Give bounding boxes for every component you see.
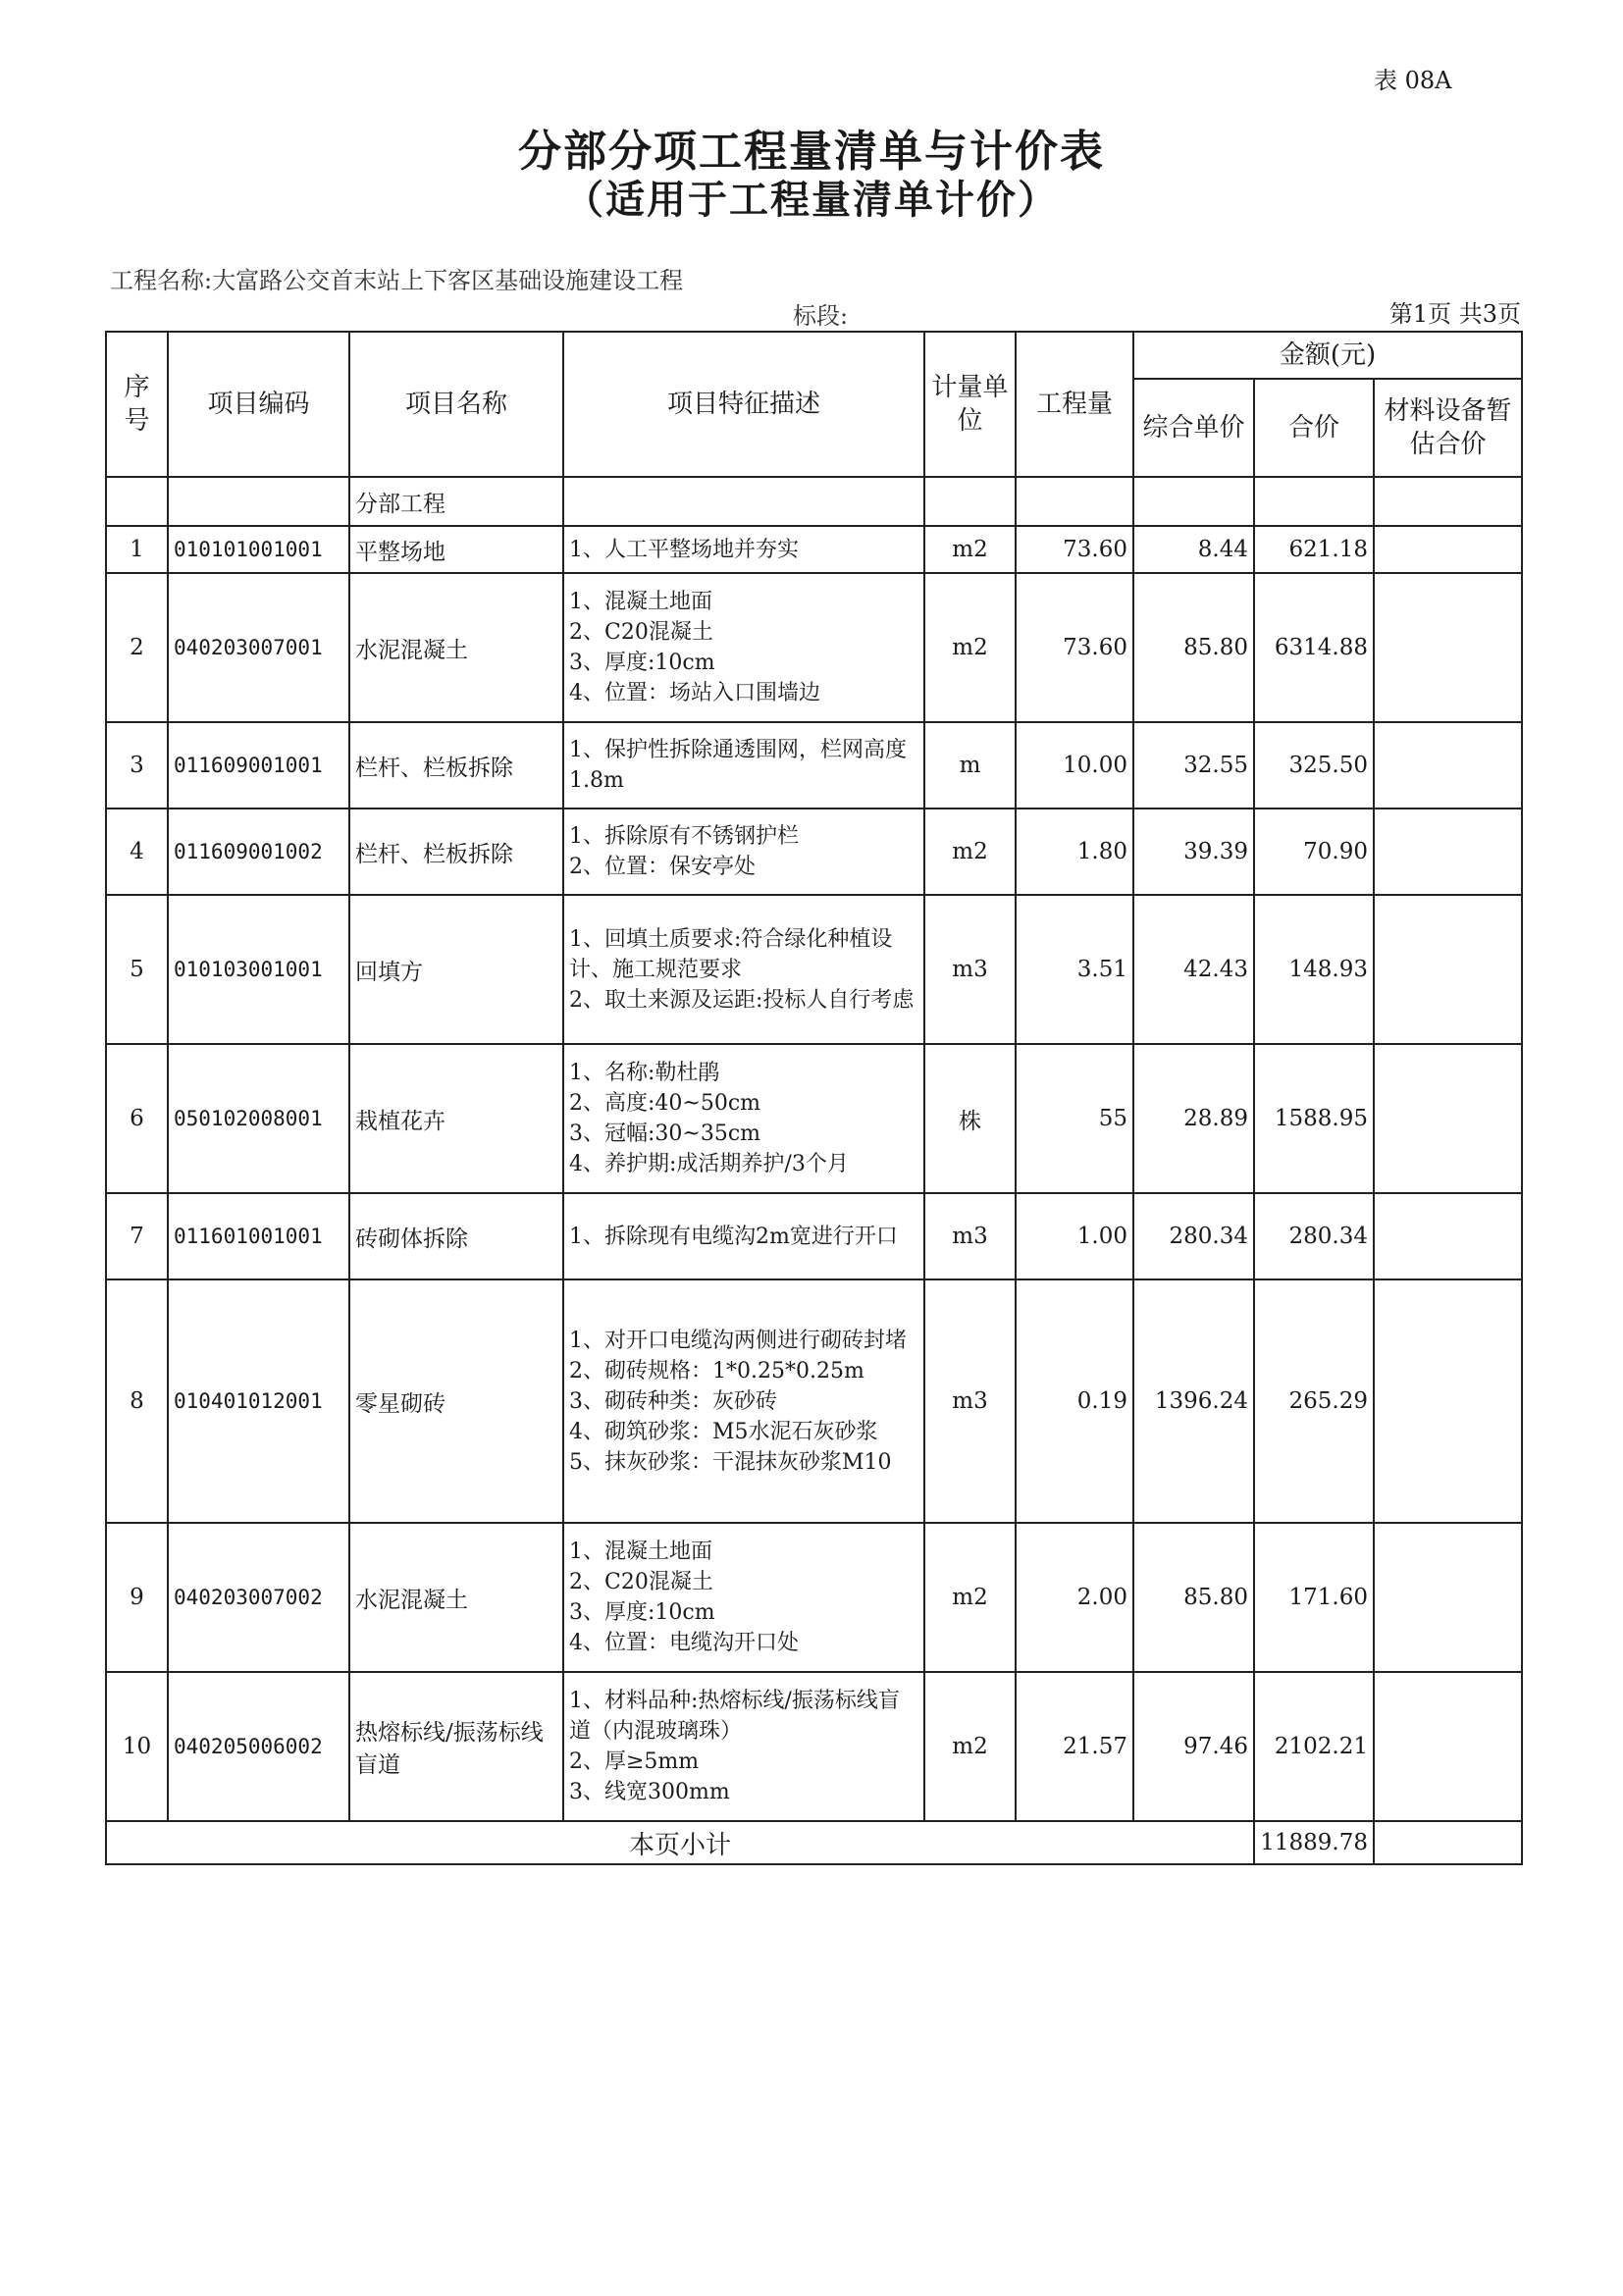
- row-desc-line: 4、养护期:成活期养护/3个月: [569, 1152, 849, 1176]
- row-unit: m3: [924, 895, 1016, 1044]
- row-desc-line: 1、对开口电缆沟两侧进行砌砖封堵: [569, 1328, 907, 1353]
- row-desc-line: 3、厚度:10cm: [569, 651, 715, 675]
- row-total-price: 148.93: [1254, 895, 1374, 1044]
- row-name: 砖砌体拆除: [349, 1193, 563, 1279]
- row-desc-line: 5、抹灰砂浆：干混抹灰砂浆M10: [569, 1449, 892, 1475]
- section-cell-empty: [106, 477, 168, 526]
- table-row: [106, 1672, 1522, 1821]
- section-cell-empty: [1133, 477, 1254, 526]
- row-desc-line: 2、位置：保安亭处: [569, 855, 756, 879]
- header-unit-price: 综合单价: [1133, 379, 1254, 477]
- page-title: 分部分项工程量清单与计价表: [518, 127, 1105, 177]
- row-total-price: 325.50: [1254, 722, 1374, 809]
- row-qty: 1.00: [1016, 1193, 1133, 1279]
- row-desc: [563, 895, 924, 1044]
- row-unit-price: 280.34: [1133, 1193, 1254, 1279]
- row-name: 平整场地: [349, 526, 563, 573]
- row-qty: 73.60: [1016, 573, 1133, 722]
- row-provisional: [1374, 1279, 1522, 1523]
- row-unit: m2: [924, 526, 1016, 573]
- row-desc-line: 1、材料品种:热熔标线/振荡标线盲道（内混玻璃珠）: [569, 1689, 900, 1744]
- header-unit: 计量单位: [924, 332, 1016, 477]
- row-desc-line: 3、线宽300mm: [569, 1780, 730, 1804]
- row-unit-price: 32.55: [1133, 722, 1254, 809]
- row-code: 040203007002: [168, 1523, 349, 1672]
- row-unit: m3: [924, 1193, 1016, 1279]
- row-name: 水泥混凝土: [349, 1523, 563, 1672]
- row-desc-line: 4、位置：场站入口围墙边: [569, 681, 820, 705]
- row-desc-line: 1、混凝土地面: [569, 590, 712, 614]
- row-desc-line: 2、C20混凝土: [569, 1570, 713, 1594]
- row-unit-price: 85.80: [1133, 1523, 1254, 1672]
- row-qty: 10.00: [1016, 722, 1133, 809]
- row-desc-line: 2、高度:40~50cm: [569, 1091, 761, 1116]
- row-code: 050102008001: [168, 1044, 349, 1193]
- section-cell-empty: [1374, 477, 1522, 526]
- section-cell-empty: [1254, 477, 1374, 526]
- header-desc: 项目特征描述: [563, 332, 924, 477]
- row-provisional: [1374, 722, 1522, 809]
- row-qty: 73.60: [1016, 526, 1133, 573]
- table-row: [106, 895, 1522, 1044]
- row-desc: [563, 1044, 924, 1193]
- row-unit-price: 8.44: [1133, 526, 1254, 573]
- table-row: [106, 722, 1522, 809]
- row-total-price: 70.90: [1254, 809, 1374, 895]
- row-name: 栏杆、栏板拆除: [349, 809, 563, 895]
- row-name: 栏杆、栏板拆除: [349, 722, 563, 809]
- row-provisional: [1374, 1523, 1522, 1672]
- row-qty: 21.57: [1016, 1672, 1133, 1821]
- row-qty: 55: [1016, 1044, 1133, 1193]
- row-name: 栽植花卉: [349, 1044, 563, 1193]
- row-name: 热熔标线/振荡标线盲道: [349, 1672, 563, 1821]
- section-title: 分部工程: [349, 477, 563, 526]
- table-row: [106, 526, 1522, 573]
- row-desc-line: 3、砌砖种类：灰砂砖: [569, 1388, 777, 1414]
- subtotal-value: 11889.78: [1254, 1821, 1374, 1864]
- row-seq: 9: [106, 1523, 168, 1672]
- row-total-price: 265.29: [1254, 1279, 1374, 1523]
- row-unit: m2: [924, 573, 1016, 722]
- section-cell-empty: [168, 477, 349, 526]
- row-total-price: 2102.21: [1254, 1672, 1374, 1821]
- row-desc: [563, 809, 924, 895]
- row-desc: [563, 1523, 924, 1672]
- header-amount: 金额(元): [1133, 332, 1522, 379]
- header-qty: 工程量: [1016, 332, 1133, 477]
- row-desc-line: 1、保护性拆除通透围网，栏网高度1.8m: [569, 738, 907, 793]
- header-name: 项目名称: [349, 332, 563, 477]
- row-unit-price: 97.46: [1133, 1672, 1254, 1821]
- row-code: 010103001001: [168, 895, 349, 1044]
- row-name: 零星砌砖: [349, 1279, 563, 1523]
- row-seq: 1: [106, 526, 168, 573]
- bill-of-quantities-table: [105, 331, 1523, 1865]
- form-code: 表 08A: [1374, 67, 1452, 94]
- row-unit-price: 1396.24: [1133, 1279, 1254, 1523]
- row-unit-price: 39.39: [1133, 809, 1254, 895]
- row-qty: 3.51: [1016, 895, 1133, 1044]
- row-qty: 2.00: [1016, 1523, 1133, 1672]
- row-desc-line: 2、砌砖规格：1*0.25*0.25m: [569, 1358, 864, 1383]
- row-qty: 0.19: [1016, 1279, 1133, 1523]
- header-provisional: 材料设备暂估合价: [1374, 379, 1522, 477]
- row-desc-line: 3、冠幅:30~35cm: [569, 1122, 761, 1146]
- row-total-price: 621.18: [1254, 526, 1374, 573]
- row-provisional: [1374, 1672, 1522, 1821]
- row-desc-line: 1、名称:勒杜鹃: [569, 1061, 720, 1085]
- table-row: [106, 1193, 1522, 1279]
- row-unit: m2: [924, 1523, 1016, 1672]
- page-subtitle: （适用于工程量清单计价）: [564, 177, 1059, 223]
- row-desc-line: 2、厚≥5mm: [569, 1749, 700, 1774]
- row-provisional: [1374, 526, 1522, 573]
- row-unit: m: [924, 722, 1016, 809]
- project-name: 工程名称:大富路公交首末站上下客区基础设施建设工程: [110, 267, 684, 294]
- row-provisional: [1374, 1193, 1522, 1279]
- row-desc-line: 1、拆除现有电缆沟2m宽进行开口: [569, 1224, 898, 1249]
- table-row: [106, 1044, 1522, 1193]
- row-seq: 6: [106, 1044, 168, 1193]
- row-desc-line: 2、C20混凝土: [569, 620, 713, 645]
- row-seq: 8: [106, 1279, 168, 1523]
- row-unit: m2: [924, 1672, 1016, 1821]
- row-code: 011609001001: [168, 722, 349, 809]
- row-unit: m3: [924, 1279, 1016, 1523]
- row-unit: m2: [924, 809, 1016, 895]
- page-info: 第1页 共3页: [1388, 300, 1521, 328]
- row-desc-line: 3、厚度:10cm: [569, 1600, 715, 1625]
- row-provisional: [1374, 809, 1522, 895]
- row-seq: 3: [106, 722, 168, 809]
- row-provisional: [1374, 573, 1522, 722]
- row-total-price: 1588.95: [1254, 1044, 1374, 1193]
- row-code: 010101001001: [168, 526, 349, 573]
- subtotal-provisional: [1374, 1821, 1522, 1864]
- row-code: 040205006002: [168, 1672, 349, 1821]
- row-desc-line: 2、取土来源及运距:投标人自行考虑: [569, 987, 915, 1013]
- section-cell-empty: [1016, 477, 1133, 526]
- row-desc-line: 4、砌筑砂浆：M5水泥石灰砂浆: [569, 1419, 878, 1444]
- header-code: 项目编码: [168, 332, 349, 477]
- section-cell-empty: [924, 477, 1016, 526]
- row-desc: [563, 1672, 924, 1821]
- row-code: 011601001001: [168, 1193, 349, 1279]
- row-desc: [563, 1193, 924, 1279]
- row-seq: 4: [106, 809, 168, 895]
- section-cell-empty: [563, 477, 924, 526]
- row-total-price: 6314.88: [1254, 573, 1374, 722]
- row-code: 040203007001: [168, 573, 349, 722]
- header-seq: 序号: [106, 332, 168, 477]
- row-unit-price: 28.89: [1133, 1044, 1254, 1193]
- row-desc: [563, 573, 924, 722]
- row-total-price: 171.60: [1254, 1523, 1374, 1672]
- row-seq: 7: [106, 1193, 168, 1279]
- row-desc: [563, 1279, 924, 1523]
- row-seq: 2: [106, 573, 168, 722]
- row-code: 011609001002: [168, 809, 349, 895]
- row-seq: 5: [106, 895, 168, 1044]
- section-label: 标段:: [793, 302, 849, 330]
- row-unit-price: 85.80: [1133, 573, 1254, 722]
- row-name: 水泥混凝土: [349, 573, 563, 722]
- row-desc-line: 4、位置：电缆沟开口处: [569, 1631, 799, 1655]
- row-desc-line: 1、人工平整场地并夯实: [569, 537, 799, 562]
- table-row: [106, 573, 1522, 722]
- row-desc-line: 1、回填土质要求:符合绿化种植设计、施工规范要求: [569, 926, 893, 982]
- row-qty: 1.80: [1016, 809, 1133, 895]
- table-row: [106, 1279, 1522, 1523]
- row-desc-line: 1、拆除原有不锈钢护栏: [569, 824, 799, 849]
- row-provisional: [1374, 1044, 1522, 1193]
- row-name: 回填方: [349, 895, 563, 1044]
- row-desc-line: 1、混凝土地面: [569, 1539, 712, 1564]
- row-unit-price: 42.43: [1133, 895, 1254, 1044]
- subtotal-label: 本页小计: [106, 1821, 1254, 1864]
- row-desc: [563, 722, 924, 809]
- row-code: 010401012001: [168, 1279, 349, 1523]
- row-total-price: 280.34: [1254, 1193, 1374, 1279]
- subtotal-row: [106, 1821, 1522, 1864]
- table-row: [106, 809, 1522, 895]
- row-unit: 株: [924, 1044, 1016, 1193]
- row-seq: 10: [106, 1672, 168, 1821]
- header-total-price: 合价: [1254, 379, 1374, 477]
- table-row: [106, 1523, 1522, 1672]
- row-desc: [563, 526, 924, 573]
- row-provisional: [1374, 895, 1522, 1044]
